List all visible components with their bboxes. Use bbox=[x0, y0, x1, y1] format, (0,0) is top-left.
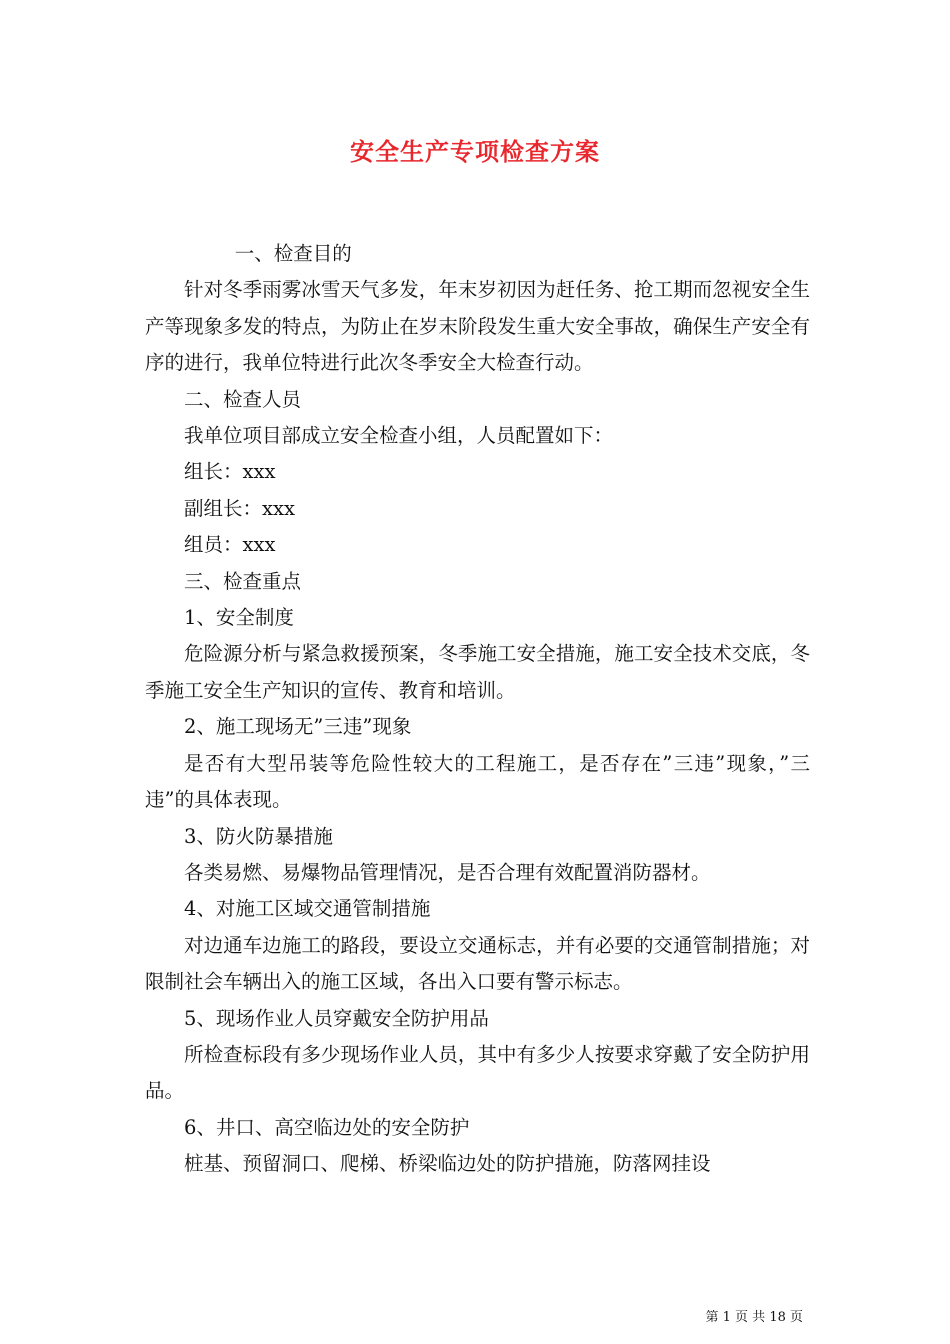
paragraph-fire-explosion: 各类易燃、易爆物品管理情况，是否合理有效配置消防器材。 bbox=[184, 860, 711, 884]
page-number-footer: 第 1 页 共 18 页 bbox=[705, 1310, 803, 1325]
section-heading-focus: 三、检查重点 bbox=[184, 569, 302, 593]
document-title: 安全生产专项检查方案 bbox=[350, 137, 600, 166]
subheading-safety-system: 1、安全制度 bbox=[184, 606, 294, 630]
paragraph-protective-gear: 所检查标段有多少现场作业人员，其中有多少人按要求穿戴了安全防护用品。 bbox=[145, 1042, 810, 1103]
staff-leader: 组长：xxx bbox=[184, 460, 276, 484]
section-heading-staff: 二、检查人员 bbox=[184, 387, 302, 411]
section-heading-purpose: 一、检查目的 bbox=[234, 242, 352, 265]
subheading-fire-explosion: 3、防火防暴措施 bbox=[184, 824, 333, 848]
subheading-no-violations: 2、施工现场无”三违”现象 bbox=[184, 715, 412, 739]
paragraph-traffic-control: 对边通车边施工的路段，要设立交通标志，并有必要的交通管制措施；对限制社会车辆出入的施工区域，各出入口要有警示标志。 bbox=[145, 933, 810, 994]
paragraph-staff-intro: 我单位项目部成立安全检查小组，人员配置如下： bbox=[184, 424, 614, 448]
paragraph-purpose: 针对冬季雨雾冰雪天气多发，年末岁初因为赶任务、抢工期而忽视安全生产等现象多发的特点，为防止在岁末阶段发生重大安全事故，确保生产安全有序的进行，我单位特进行此次冬季安全大检查行动。 bbox=[145, 278, 810, 375]
staff-deputy-leader: 副组长：xxx bbox=[184, 496, 295, 520]
paragraph-edge-protection: 桩基、预留洞口、爬梯、桥梁临边处的防护措施，防落网挂设 bbox=[184, 1152, 711, 1176]
subheading-protective-gear: 5、现场作业人员穿戴安全防护用品 bbox=[184, 1006, 489, 1030]
paragraph-no-violations: 是否有大型吊装等危险性较大的工程施工，是否存在”三违”现象，”三违”的具体表现。 bbox=[145, 751, 810, 812]
paragraph-safety-system: 危险源分析与紧急救援预案，冬季施工安全措施，施工安全技术交底，冬季施工安全生产知识的宣传、教育和培训。 bbox=[145, 642, 810, 702]
subheading-traffic-control: 4、对施工区域交通管制措施 bbox=[184, 897, 431, 921]
staff-members: 组员：xxx bbox=[184, 533, 276, 557]
document-body bbox=[145, 236, 810, 1183]
subheading-edge-protection: 6、井口、高空临边处的安全防护 bbox=[184, 1115, 470, 1139]
